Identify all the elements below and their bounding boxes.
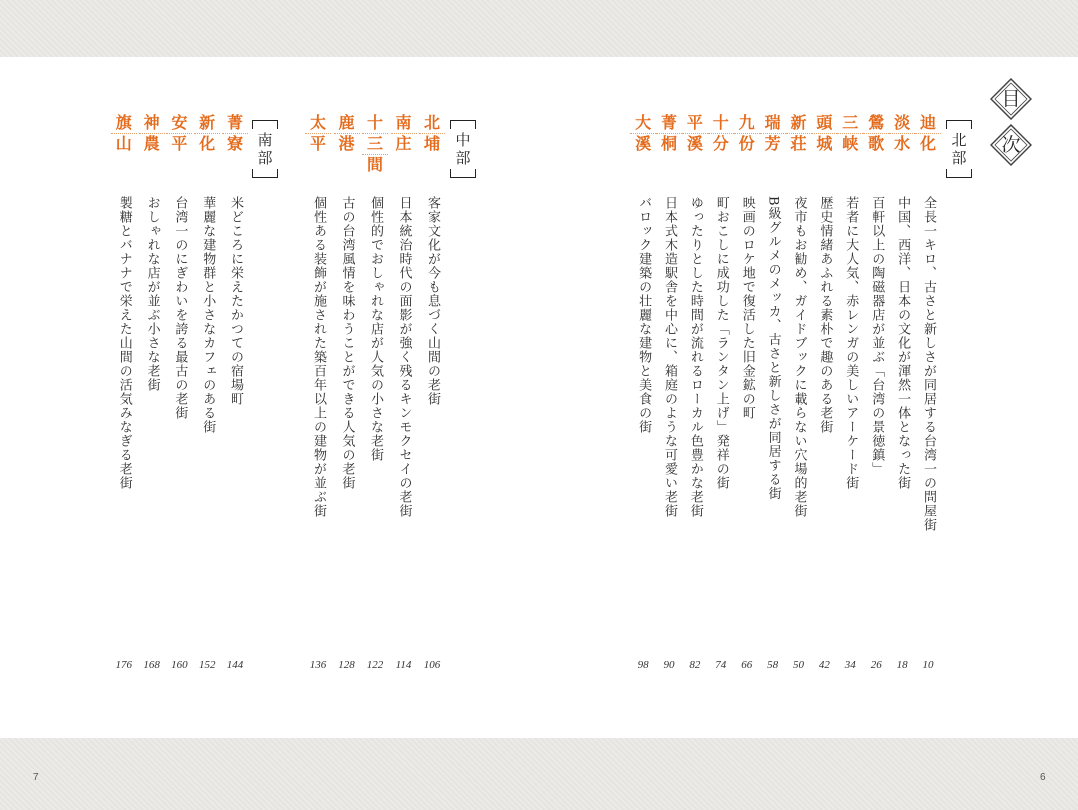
entry-page-number: 58: [767, 659, 779, 671]
entry-page-number: 66: [741, 659, 753, 671]
entry-description: 華麗な建物群と小さなカフェのある街: [200, 196, 216, 434]
entry-description: 映画のロケ地で復活した旧金鉱の町: [739, 196, 755, 420]
entry-description: 百軒以上の陶磁器店が並ぶ「台湾の景徳鎮」: [869, 196, 885, 476]
location-name: 北 埔: [419, 113, 445, 154]
location-name: 安 平: [166, 113, 192, 154]
location-name: 三 峡: [837, 113, 863, 154]
location-name: 菁 桐: [656, 113, 682, 154]
page-number-right: 6: [1040, 772, 1046, 783]
entry-page-number: 122: [366, 659, 384, 671]
entry-description: 台湾一のにぎわいを誇る最古の老街: [172, 196, 188, 420]
location-name: 太 平: [305, 113, 331, 154]
entry-description: 町おこしに成功した「ランタン上げ」発祥の街: [713, 196, 729, 490]
location-name: 鹿 港: [334, 113, 360, 154]
toc-entry[interactable]: [305, 113, 331, 673]
section-header-north: [946, 120, 972, 178]
entry-description: 客家文化が今も息づく山間の老街: [425, 196, 440, 406]
entry-description: 歴史情緒あふれる素朴で趣のある老街: [817, 196, 833, 434]
toc-entry[interactable]: [222, 113, 248, 673]
location-name: 十 分: [708, 113, 734, 154]
toc-entry[interactable]: [915, 113, 941, 673]
toc-entry[interactable]: [391, 113, 417, 673]
entry-page-number: 90: [663, 659, 675, 671]
toc-entry[interactable]: [811, 113, 837, 673]
toc-entry[interactable]: [419, 113, 445, 673]
entry-page-number: 18: [896, 659, 908, 671]
toc-entry[interactable]: [786, 113, 812, 673]
entry-description: 若者に大人気、赤レンガの美しいアーケード街: [843, 196, 859, 490]
entry-description: 米どころに栄えたかつての宿場町: [228, 196, 243, 406]
location-name: 鶯 歌: [863, 113, 889, 154]
toc-entry[interactable]: [630, 113, 656, 673]
toc-entry[interactable]: [889, 113, 915, 673]
entry-description: ゆったりとした時間が流れるローカル色豊かな老街: [687, 196, 703, 518]
toc-entry[interactable]: [194, 113, 220, 673]
location-name: 神 農: [139, 113, 165, 154]
toc-entry[interactable]: [656, 113, 682, 673]
entry-description: B級グルメのメッカ、古さと新しさが同居する街: [765, 196, 781, 501]
entry-description: 夜市もお勧め、ガイドブックに載らない穴場的老街: [791, 196, 807, 518]
section-label-north: 北部: [951, 131, 967, 167]
entry-page-number: 128: [338, 659, 355, 671]
location-name: 頭 城: [811, 113, 837, 154]
entry-description: 古の台湾風情を味わうことができる人気の老街: [339, 196, 355, 490]
location-name: 菁 寮: [222, 113, 248, 154]
toc-title: [986, 78, 1036, 178]
location-name: 九 份: [734, 113, 760, 154]
location-name: 迪 化: [915, 113, 941, 154]
section-label-south: 南部: [257, 131, 273, 167]
paper-texture-top: [0, 0, 1078, 57]
entry-description: 日本統治時代の面影が強く残るキンモクセイの老街: [396, 196, 412, 518]
entry-description: おしゃれな店が並ぶ小さな老街: [144, 196, 160, 392]
entry-page-number: 42: [818, 659, 830, 671]
section-header-south: [252, 120, 278, 178]
toc-entry[interactable]: [334, 113, 360, 673]
toc-entry[interactable]: [734, 113, 760, 673]
entry-page-number: 114: [395, 659, 412, 671]
section-label-central: 中部: [455, 131, 471, 167]
entry-page-number: 168: [143, 659, 160, 671]
page-number-left: 7: [33, 772, 39, 783]
entry-description: 日本式木造駅舎を中心に、箱庭のような可愛い老街: [662, 196, 677, 518]
entry-page-number: 26: [870, 659, 882, 671]
location-name: 新 荘: [786, 113, 812, 154]
entry-page-number: 136: [309, 659, 327, 671]
paper-texture-bottom: [0, 738, 1078, 810]
location-name: 旗 山: [111, 113, 137, 154]
entry-page-number: 10: [922, 659, 934, 671]
section-header-central: [450, 120, 476, 178]
location-name: 新 化: [194, 113, 220, 154]
title-char-2: 次: [1001, 134, 1021, 156]
location-name: 平 溪: [682, 113, 708, 154]
entry-page-number: 98: [637, 659, 649, 671]
location-name: 十 三 間: [362, 113, 388, 175]
toc-entry[interactable]: [111, 113, 137, 673]
entry-page-number: 176: [115, 659, 133, 671]
toc-entry[interactable]: [863, 113, 889, 673]
entry-description: 中国、西洋、日本の文化が渾然一体となった街: [895, 196, 911, 490]
entry-page-number: 160: [171, 659, 188, 671]
entry-page-number: 144: [226, 659, 244, 671]
toc-entry[interactable]: [708, 113, 734, 673]
entry-description: 製糖とバナナで栄えた山間の活気みなぎる老街: [116, 196, 132, 490]
location-name: 南 庄: [391, 113, 417, 154]
toc-entry[interactable]: [139, 113, 165, 673]
location-name: 瑞 芳: [760, 113, 786, 154]
title-char-1: 目: [1001, 88, 1021, 110]
entry-page-number: 34: [844, 659, 856, 671]
entry-description: 個性ある装飾が施された築百年以上の建物が並ぶ街: [311, 196, 326, 518]
entry-page-number: 82: [689, 659, 701, 671]
toc-entry[interactable]: [760, 113, 786, 673]
entry-page-number: 106: [423, 659, 441, 671]
location-name: 大 溪: [630, 113, 656, 154]
entry-description: バロック建築の壮麗な建物と美食の街: [636, 196, 652, 434]
entry-page-number: 74: [715, 659, 727, 671]
entry-page-number: 50: [793, 659, 804, 671]
toc-entry[interactable]: [837, 113, 863, 673]
toc-entry[interactable]: [166, 113, 192, 673]
toc-entry[interactable]: [362, 113, 388, 673]
entry-description: 全長一キロ、古さと新しさが同居する台湾一の問屋街: [921, 196, 936, 532]
toc-entry[interactable]: [682, 113, 708, 673]
entry-page-number: 152: [198, 659, 216, 671]
location-name: 淡 水: [889, 113, 915, 154]
entry-description: 個性的でおしゃれな店が人気の小さな老街: [368, 196, 383, 462]
